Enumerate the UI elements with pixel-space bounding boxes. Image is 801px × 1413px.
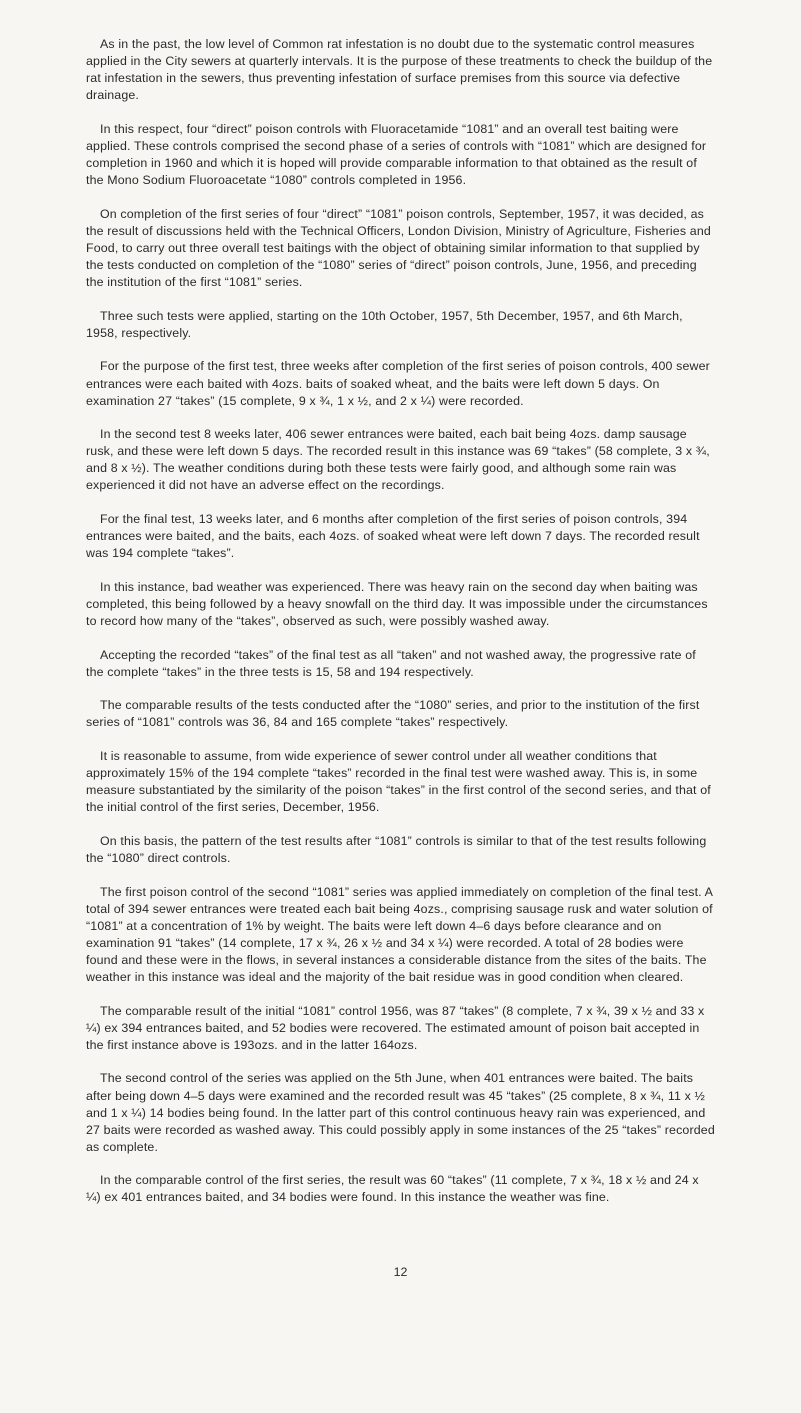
paragraph-2 (86, 121, 715, 189)
paragraph-6 (86, 426, 715, 494)
paragraph-9 (86, 647, 715, 681)
paragraph-4-text: Three such tests were applied, starting on the 10th October, 1957, 5th December, 1957, and 6th March, 1958, respectively. (86, 308, 683, 340)
paragraph-3 (86, 206, 715, 291)
paragraph-16-text: In the comparable control of the first series, the result was 60 “takes” (11 complete, 7 x ¾, 18 x ½ and 24 x ¼) ex 401 entrances baited, and 34 bodies were found. In this instance the weather was fine. (86, 1173, 699, 1205)
paragraph-8-text: In this instance, bad weather was experienced. There was heavy rain on the second day when baiting was completed, this being followed by a heavy snowfall on the third day. It was impossible under the circumstances to record how many of the “takes”, observed as such, were possibly washed away. (86, 579, 708, 629)
paragraph-9-text: Accepting the recorded “takes” of the final test as all “taken” and not washed away, the progressive rate of the complete “takes” in the three tests is 15, 58 and 194 respectively. (86, 647, 696, 679)
paragraph-2-text: In this respect, four “direct” poison controls with Fluoracetamide “1081” and an overall test baiting were applied. These controls comprised the second phase of a series of controls with “1081” which are designed for completion in 1960 and which it is hoped will provide comparable information to that obtained as the result of the Mono Sodium Fluoroacetate “1080” controls completed in 1956. (86, 121, 707, 188)
paragraph-15 (86, 1070, 715, 1155)
paragraph-10 (86, 697, 715, 731)
paragraph-16 (86, 1172, 715, 1206)
paragraph-13-text: The first poison control of the second “1081” series was applied immediately on completion of the final test. A total of 394 sewer entrances were treated each bait being 4ozs., comprising sausage rusk and water solution of “1081” at a concentration of 1% by weight. The baits were left down 4–6 days before clearance and on examination 91 “takes” (14 complete, 17 x ¾, 26 x ½ and 34 x ¼) were recorded. A total of 28 bodies were found and these were in the flows, in several instances a considerable distance from the sites of the baits. The weather in this instance was ideal and the majority of the bait residue was in good condition when cleared. (86, 884, 713, 985)
paragraph-1-text: As in the past, the low level of Common rat infestation is no doubt due to the systematic control measures applied in the City sewers at quarterly intervals. It is the purpose of these treatments to check the buildup of the rat infestation in the sewers, thus preventing infestation of surface premises from this source via defective drainage. (86, 37, 713, 103)
paragraph-13 (86, 884, 715, 987)
paragraph-14 (86, 1003, 715, 1054)
paragraph-8 (86, 579, 715, 630)
paragraph-5 (86, 358, 715, 409)
paragraph-14-text: The comparable result of the initial “1081” control 1956, was 87 “takes” (8 complete, 7 x ¾, 39 x ½ and 33 x ¼) ex 394 entrances baited, and 52 bodies were recovered. The estimated amount of poison bait accepted in the first instance above is 193ozs. and in the latter 164ozs. (86, 1003, 705, 1052)
paragraph-3-text: On completion of the first series of four “direct” “1081” poison controls, September, 1957, it was decided, as the result of discussions held with the Technical Officers, London Division, Ministry of Agriculture, Fisheries and Food, to carry out three overall test baitings with the object of obtaining similar information to that supplied by the tests conducted on completion of the “1080” series of “direct” poison controls, June, 1956, and preceding the institution of the first “1081” series. (86, 206, 711, 290)
paragraph-12-text: On this basis, the pattern of the test results after “1081” controls is similar to that of the test results following the “1080” direct controls. (86, 833, 707, 865)
paragraph-10-text: The comparable results of the tests conducted after the “1080” series, and prior to the institution of the first series of “1081” controls was 36, 84 and 165 complete “takes” respectively. (86, 698, 700, 730)
paragraph-7 (86, 511, 715, 562)
page-number: 12 (393, 1265, 408, 1279)
paragraph-1 (86, 36, 715, 104)
paragraph-11 (86, 748, 715, 816)
paragraph-6-text: In the second test 8 weeks later, 406 sewer entrances were baited, each bait being 4ozs. damp sausage rusk, and these were left down 5 days. The recorded result in this instance was 69 “takes” (58 complete, 3 x ¾, and 8 x ½). The weather conditions during both these tests were fairly good, and although some rain was experienced it did not have an adverse effect on the recordings. (86, 427, 710, 493)
paragraph-5-text: For the purpose of the first test, three weeks after completion of the first series of poison controls, 400 sewer entrances were each baited with 4ozs. baits of soaked wheat, and the baits were left down 5 days. On examination 27 “takes” (15 complete, 9 x ¾, 1 x ½, and 2 x ¼) were recorded. (86, 359, 710, 408)
paragraph-15-text: The second control of the series was applied on the 5th June, when 401 entrances were baited. The baits after being down 4–5 days were examined and the recorded result was 45 “takes” (25 complete, 8 x ¾, 11 x ½ and 1 x ¼) 14 bodies being found. In the latter part of this control continuous heavy rain was experienced, and 27 baits were recorded as washed away. This could possibly apply in some instances of the 25 “takes” recorded as complete. (86, 1071, 715, 1154)
paragraph-11-text: It is reasonable to assume, from wide experience of sewer control under all weather conditions that approximately 15% of the 194 complete “takes” recorded in the final test were washed away. This is, in some measure substantiated by the similarity of the poison “takes” in the first control of the second series, and that of the initial control of the first series, December, 1956. (86, 749, 711, 815)
paragraph-4 (86, 308, 715, 342)
paragraph-12 (86, 833, 715, 867)
paragraph-7-text: For the final test, 13 weeks later, and 6 months after completion of the first series of poison controls, 394 entrances were baited, and the baits, each 4ozs. of soaked wheat were left down 7 days. The recorded result was 194 complete “takes”. (86, 512, 700, 561)
